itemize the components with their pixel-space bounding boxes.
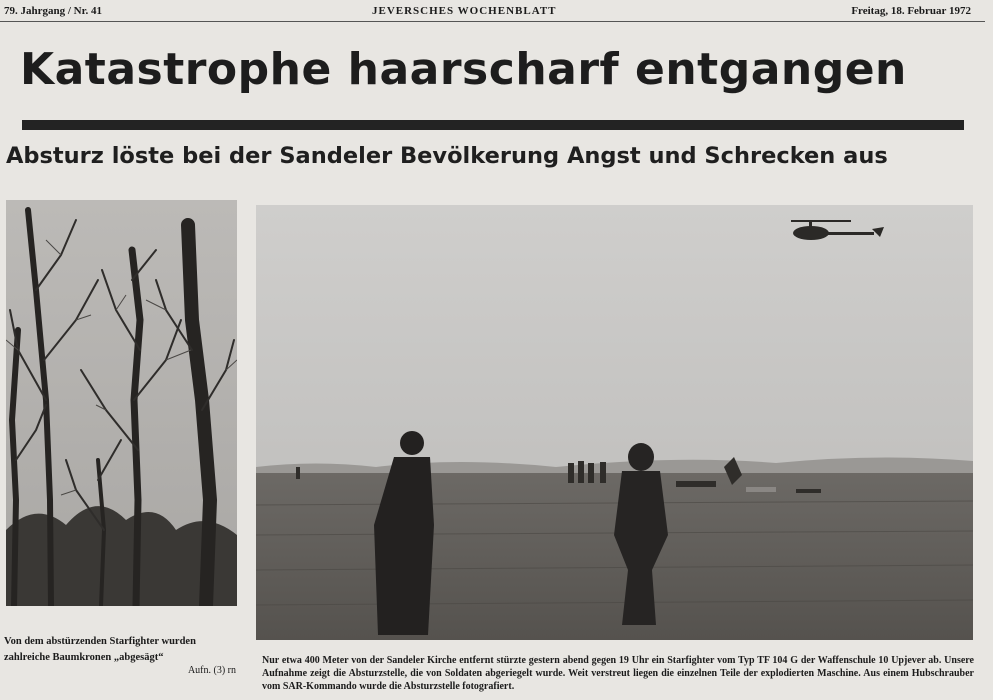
- headline: Katastrophe haarscharf entgangen: [20, 44, 907, 95]
- photo-left-caption: Von dem abstürzenden Starfighter wurden zahlreiche Baumkronen „abgesägt“: [4, 636, 196, 663]
- photo-main-caption: Nur etwa 400 Meter von der Sandeler Kirche entfernt stürzte gestern abend gegen 19 Uhr ein Starfighter vom Typ TF 104 G der Waffenschule 10 Upjever ab. Unsere Aufnahme zeigt die Absturzstelle, die von Soldaten abgeriegelt wurde. Weit verstreut liegen die einzelnen Teile der explodierten Maschine. Aus einem Hubschrauber vom SAR-Kommando wurde die Absturzstelle fotografiert.: [262, 655, 974, 692]
- photo-trees: [6, 200, 237, 606]
- issue-date: Freitag, 18. Februar 1972: [851, 5, 971, 17]
- issue-number: 79. Jahrgang / Nr. 41: [4, 5, 102, 17]
- headline-rule: [22, 120, 964, 130]
- photo-crash-site: [256, 205, 973, 640]
- subheadline: Absturz löste bei der Sandeler Bevölkerung Angst und Schrecken aus: [6, 143, 888, 169]
- newspaper-name: JEVERSCHES WOCHENBLATT: [372, 5, 557, 17]
- masthead: [0, 0, 993, 22]
- photo-credit: Aufn. (3) rn: [187, 665, 236, 676]
- masthead-rule: [0, 21, 985, 22]
- trees-illustration: [6, 200, 237, 606]
- crash-site-illustration: [256, 205, 973, 640]
